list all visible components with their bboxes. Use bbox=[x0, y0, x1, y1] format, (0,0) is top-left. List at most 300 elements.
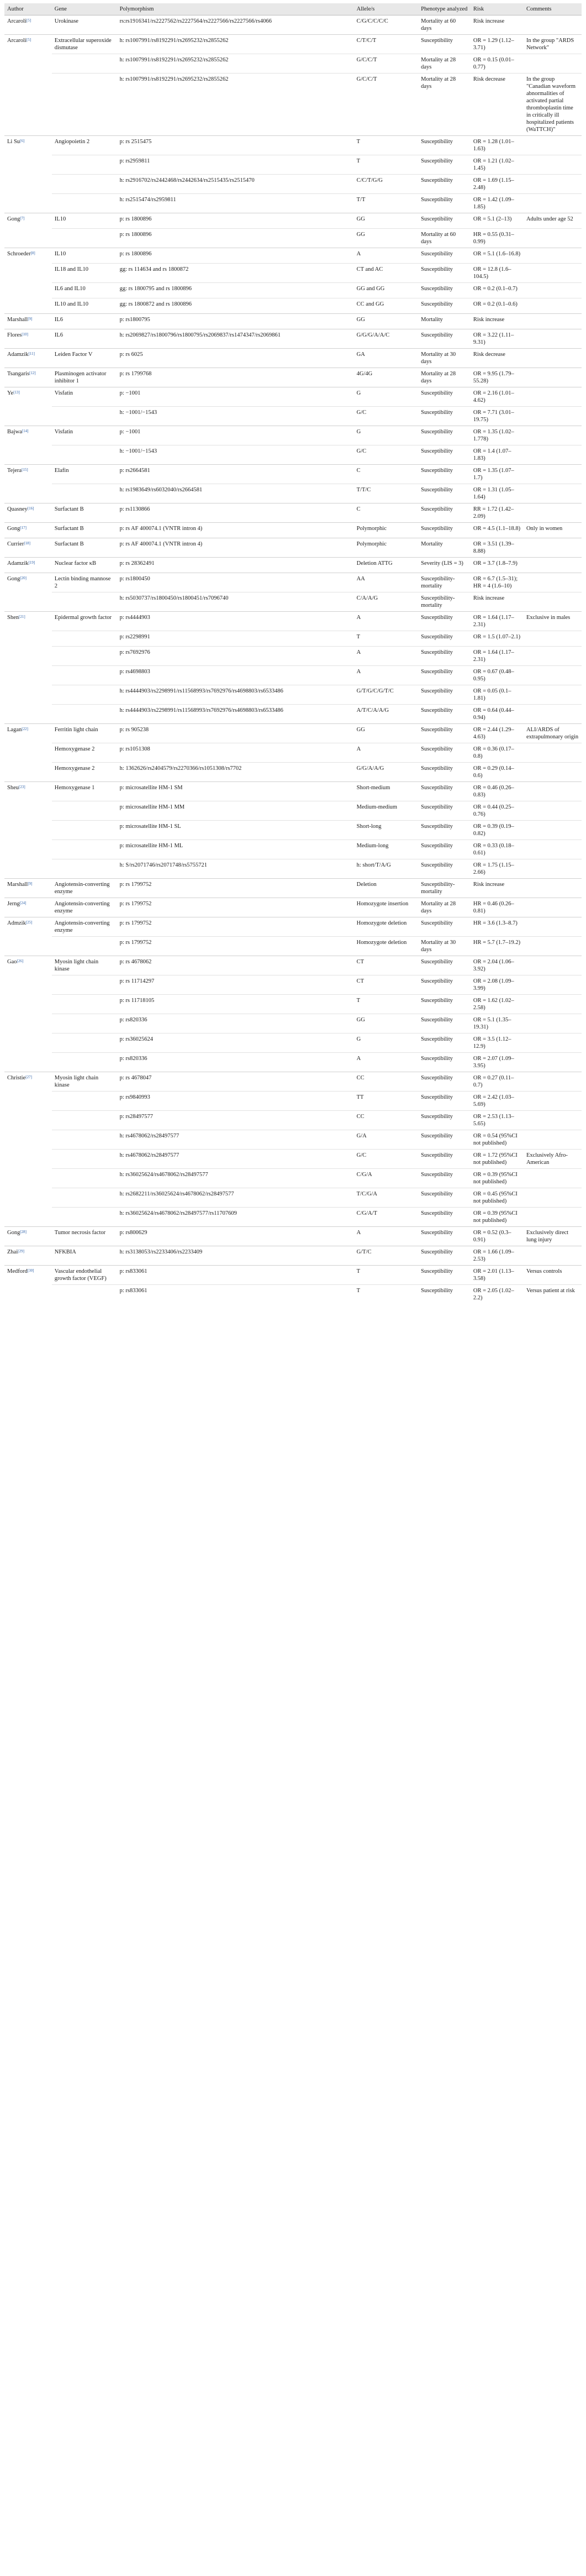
risk-cell: OR = 1.4 (1.07–1.83) bbox=[471, 445, 524, 465]
allele-cell: C/A/A/G bbox=[354, 592, 419, 612]
reference-link[interactable]: [9] bbox=[28, 882, 33, 886]
reference-link[interactable]: [13] bbox=[13, 390, 20, 395]
gene-cell: Surfactant B bbox=[52, 523, 117, 538]
author-cell bbox=[4, 1169, 52, 1188]
phenotype-cell: Susceptibility bbox=[418, 612, 471, 631]
allele-cell: G/C/C/T bbox=[354, 54, 419, 74]
reference-link[interactable]: [21] bbox=[19, 615, 25, 619]
gene-cell: Hemoxygenase 2 bbox=[52, 763, 117, 782]
risk-cell: OR = 5.1 (2–13) bbox=[471, 213, 524, 229]
risk-cell: OR = 0.27 (0.11–0.7) bbox=[471, 1072, 524, 1092]
gene-cell bbox=[52, 445, 117, 465]
polymorphism-cell: h: rs2515474/rs2959811 bbox=[117, 194, 354, 213]
risk-cell: OR = 2.44 (1.29–4.63) bbox=[471, 724, 524, 743]
gene-cell: IL10 bbox=[52, 213, 117, 229]
reference-link[interactable]: [20] bbox=[20, 576, 27, 580]
polymorphism-cell: h: rs36025624/rs4678062/rs28497577/rs11707609 bbox=[117, 1208, 354, 1227]
comment-cell bbox=[524, 956, 582, 975]
phenotype-cell: Susceptibility bbox=[418, 1072, 471, 1092]
phenotype-cell: Susceptibility bbox=[418, 387, 471, 407]
risk-cell: OR = 2.42 (1.03–5.69) bbox=[471, 1092, 524, 1111]
header-polymorphism: Polymorphism bbox=[117, 3, 354, 15]
phenotype-cell: Susceptibility bbox=[418, 1227, 471, 1246]
reference-link[interactable]: [16] bbox=[27, 506, 34, 511]
polymorphism-cell: p: rs 11718105 bbox=[117, 995, 354, 1014]
risk-cell: OR = 1.69 (1.15–2.48) bbox=[471, 175, 524, 194]
polymorphism-cell: h: rs1983649/rs6032040/rs2664581 bbox=[117, 484, 354, 503]
polymorphism-cell: h: rs4678062/rs28497577 bbox=[117, 1150, 354, 1169]
comment-cell bbox=[524, 666, 582, 685]
risk-cell: OR = 5.1 (1.35–19.31) bbox=[471, 1014, 524, 1033]
allele-cell: Polymorphic bbox=[354, 538, 419, 558]
author-cell bbox=[4, 705, 52, 724]
comment-cell bbox=[524, 465, 582, 484]
polymorphism-cell: p: microsatellite HM-1 SL bbox=[117, 821, 354, 840]
allele-cell: C/G/C/C/C/C bbox=[354, 15, 419, 35]
gene-cell bbox=[52, 1092, 117, 1111]
phenotype-cell: Susceptibility bbox=[418, 136, 471, 155]
reference-link[interactable]: [27] bbox=[25, 1075, 32, 1079]
polymorphism-cell: p: −1001 bbox=[117, 387, 354, 407]
polymorphism-cell: p: rs833061 bbox=[117, 1266, 354, 1285]
author-cell bbox=[4, 859, 52, 879]
author-cell bbox=[4, 213, 52, 229]
author-cell bbox=[4, 136, 52, 155]
reference-link[interactable]: [6] bbox=[20, 139, 25, 143]
allele-cell: Polymorphic bbox=[354, 523, 419, 538]
polymorphism-cell: h: 1362626/rs2404579/rs2270366/rs1051308/rs7702 bbox=[117, 763, 354, 782]
comment-cell bbox=[524, 705, 582, 724]
reference-link[interactable]: [17] bbox=[20, 526, 27, 530]
author-cell bbox=[4, 1130, 52, 1150]
polymorphism-cell: p: rs 1799752 bbox=[117, 917, 354, 937]
reference-link[interactable]: [5] bbox=[26, 38, 31, 42]
table-row bbox=[4, 631, 582, 647]
risk-cell: OR = 1.64 (1.17–2.31) bbox=[471, 647, 524, 666]
table-row bbox=[4, 821, 582, 840]
table-row bbox=[4, 763, 582, 782]
polymorphism-cell: p: rs 11714297 bbox=[117, 975, 354, 995]
phenotype-cell: Susceptibility bbox=[418, 1169, 471, 1188]
author-cell bbox=[4, 685, 52, 705]
author-cell bbox=[4, 840, 52, 859]
author-name: Flores bbox=[7, 332, 22, 338]
allele-cell: A bbox=[354, 743, 419, 763]
risk-cell: Risk increase bbox=[471, 879, 524, 898]
author-cell bbox=[4, 975, 52, 995]
table-row bbox=[4, 465, 582, 484]
comment-cell bbox=[524, 298, 582, 314]
author-name: Schroeder bbox=[7, 251, 31, 257]
polymorphism-cell: h: rs36025624/rs4678062/rs28497577 bbox=[117, 1169, 354, 1188]
comment-cell bbox=[524, 995, 582, 1014]
table-row bbox=[4, 538, 582, 558]
risk-cell: Risk increase bbox=[471, 15, 524, 35]
risk-cell: OR = 12.8 (1.6–104.5) bbox=[471, 264, 524, 283]
comment-cell bbox=[524, 54, 582, 74]
gene-cell bbox=[52, 821, 117, 840]
table-row bbox=[4, 1188, 582, 1208]
table-row bbox=[4, 264, 582, 283]
risk-cell: OR = 2.01 (1.13–3.58) bbox=[471, 1266, 524, 1285]
comment-cell bbox=[524, 975, 582, 995]
polymorphism-cell: h: −1001/−1543 bbox=[117, 407, 354, 426]
comment-cell bbox=[524, 898, 582, 917]
comment-cell bbox=[524, 1072, 582, 1092]
table-header bbox=[4, 3, 582, 15]
comment-cell bbox=[524, 801, 582, 821]
author-cell bbox=[4, 407, 52, 426]
allele-cell: 4G/4G bbox=[354, 368, 419, 387]
gene-cell: IL18 and IL10 bbox=[52, 264, 117, 283]
allele-cell: Deletion bbox=[354, 879, 419, 898]
polymorphism-table bbox=[4, 3, 582, 1304]
allele-cell: Homozygote insertion bbox=[354, 898, 419, 917]
reference-link[interactable]: [15] bbox=[22, 468, 28, 472]
allele-cell: Medium-long bbox=[354, 840, 419, 859]
comment-cell bbox=[524, 136, 582, 155]
author-cell bbox=[4, 194, 52, 213]
author-cell bbox=[4, 666, 52, 685]
reference-link[interactable]: [9] bbox=[28, 317, 33, 321]
polymorphism-cell: p: rs 6025 bbox=[117, 349, 354, 368]
gene-cell: Angiotensin-converting enzyme bbox=[52, 879, 117, 898]
table-row bbox=[4, 35, 582, 54]
comment-cell bbox=[524, 631, 582, 647]
comment-cell bbox=[524, 1033, 582, 1053]
polymorphism-cell: p: rs 1800896 bbox=[117, 213, 354, 229]
phenotype-cell: Susceptibility bbox=[418, 155, 471, 175]
reference-link[interactable]: [29] bbox=[18, 1249, 24, 1253]
gene-cell: Plasminogen activator inhibitor 1 bbox=[52, 368, 117, 387]
gene-cell bbox=[52, 175, 117, 194]
table-row bbox=[4, 523, 582, 538]
allele-cell: C bbox=[354, 465, 419, 484]
gene-cell bbox=[52, 1053, 117, 1072]
author-name: Sheu bbox=[7, 785, 19, 791]
header-risk: Risk bbox=[471, 3, 524, 15]
reference-link[interactable]: [22] bbox=[22, 727, 28, 731]
author-cell bbox=[4, 1072, 52, 1092]
phenotype-cell: Susceptibility bbox=[418, 956, 471, 975]
gene-cell bbox=[52, 666, 117, 685]
phenotype-cell: Mortality at 60 days bbox=[418, 229, 471, 248]
allele-cell: A bbox=[354, 647, 419, 666]
risk-cell: OR = 9.95 (1.79–55.28) bbox=[471, 368, 524, 387]
comment-cell bbox=[524, 573, 582, 592]
author-cell bbox=[4, 995, 52, 1014]
phenotype-cell: Susceptibility bbox=[418, 407, 471, 426]
gene-cell bbox=[52, 54, 117, 74]
table-row bbox=[4, 743, 582, 763]
comment-cell bbox=[524, 1130, 582, 1150]
table-row bbox=[4, 136, 582, 155]
reference-link[interactable]: [18] bbox=[24, 541, 30, 545]
comment-cell bbox=[524, 248, 582, 264]
author-cell bbox=[4, 763, 52, 782]
table-row bbox=[4, 840, 582, 859]
phenotype-cell: Susceptibility bbox=[418, 631, 471, 647]
phenotype-cell: Susceptibility bbox=[418, 1246, 471, 1266]
reference-link[interactable]: [26] bbox=[17, 959, 24, 963]
gene-cell bbox=[52, 155, 117, 175]
gene-cell: IL10 bbox=[52, 248, 117, 264]
author-name: Currier bbox=[7, 541, 24, 547]
allele-cell: G bbox=[354, 426, 419, 445]
risk-cell: Risk decrease bbox=[471, 349, 524, 368]
allele-cell: G/C bbox=[354, 445, 419, 465]
polymorphism-cell: h: −1001/−1543 bbox=[117, 445, 354, 465]
comment-cell bbox=[524, 484, 582, 503]
polymorphism-cell: p: rs 4678047 bbox=[117, 1072, 354, 1092]
author-cell bbox=[4, 1188, 52, 1208]
table-row bbox=[4, 15, 582, 35]
polymorphism-cell: h: rs2069827/rs1800796/rs1800795/rs2069837/rs1474347/rs2069861 bbox=[117, 329, 354, 349]
risk-cell: OR = 7.71 (3.01–19.75) bbox=[471, 407, 524, 426]
polymorphism-cell: p: rs800629 bbox=[117, 1227, 354, 1246]
table-row bbox=[4, 1033, 582, 1053]
allele-cell: T bbox=[354, 1285, 419, 1304]
table-row bbox=[4, 1285, 582, 1304]
table-row bbox=[4, 859, 582, 879]
risk-cell: OR = 0.05 (0.1–1.81) bbox=[471, 685, 524, 705]
reference-link[interactable]: [28] bbox=[20, 1230, 27, 1234]
comment-cell: In the group "ARDS Network" bbox=[524, 35, 582, 54]
author-name: Marshall bbox=[7, 317, 28, 323]
polymorphism-cell: p: rs 1799768 bbox=[117, 368, 354, 387]
author-cell bbox=[4, 35, 52, 54]
allele-cell: G bbox=[354, 1033, 419, 1053]
comment-cell bbox=[524, 685, 582, 705]
author-name: Medford bbox=[7, 1268, 28, 1274]
polymorphism-cell: p: rs7692976 bbox=[117, 647, 354, 666]
polymorphism-cell: p: rs 4678062 bbox=[117, 956, 354, 975]
phenotype-cell: Susceptibility bbox=[418, 484, 471, 503]
comment-cell bbox=[524, 387, 582, 407]
allele-cell: GG and GG bbox=[354, 283, 419, 298]
risk-cell: OR = 2.07 (1.09–3.95) bbox=[471, 1053, 524, 1072]
gene-cell bbox=[52, 685, 117, 705]
allele-cell: C/G/A/T bbox=[354, 1208, 419, 1227]
phenotype-cell: Severity (LIS = 3) bbox=[418, 558, 471, 573]
allele-cell: T bbox=[354, 631, 419, 647]
table-row bbox=[4, 917, 582, 937]
risk-cell: OR = 0.15 (0.01–0.77) bbox=[471, 54, 524, 74]
comment-cell bbox=[524, 503, 582, 523]
comment-cell bbox=[524, 194, 582, 213]
reference-link[interactable]: [7] bbox=[20, 216, 25, 221]
reference-link[interactable]: [10] bbox=[22, 332, 28, 337]
phenotype-cell: Susceptibility bbox=[418, 763, 471, 782]
author-cell bbox=[4, 937, 52, 956]
table-row bbox=[4, 74, 582, 136]
comment-cell bbox=[524, 15, 582, 35]
author-name: Gong bbox=[7, 576, 20, 582]
comment-cell bbox=[524, 175, 582, 194]
table-row bbox=[4, 1130, 582, 1150]
allele-cell: G/C bbox=[354, 407, 419, 426]
reference-link[interactable]: [23] bbox=[19, 785, 25, 789]
reference-link[interactable]: [25] bbox=[25, 920, 33, 925]
table-row bbox=[4, 1227, 582, 1246]
phenotype-cell: Susceptibility bbox=[418, 523, 471, 538]
comment-cell bbox=[524, 1053, 582, 1072]
comment-cell bbox=[524, 1111, 582, 1130]
reference-link[interactable]: [30] bbox=[27, 1268, 34, 1273]
author-cell bbox=[4, 503, 52, 523]
polymorphism-cell: p: rs 1800896 bbox=[117, 248, 354, 264]
author-name: Admzik bbox=[7, 920, 26, 926]
polymorphism-cell: p: rs9840993 bbox=[117, 1092, 354, 1111]
phenotype-cell: Susceptibility bbox=[418, 705, 471, 724]
author-cell bbox=[4, 175, 52, 194]
author-cell bbox=[4, 917, 52, 937]
allele-cell: Short-long bbox=[354, 821, 419, 840]
risk-cell: OR = 1.21 (1.02–1.45) bbox=[471, 155, 524, 175]
table-row bbox=[4, 283, 582, 298]
reference-link[interactable]: [19] bbox=[28, 560, 35, 565]
comment-cell bbox=[524, 879, 582, 898]
table-row bbox=[4, 314, 582, 329]
phenotype-cell: Mortality at 28 days bbox=[418, 368, 471, 387]
phenotype-cell: Susceptibility bbox=[418, 1033, 471, 1053]
allele-cell: GG bbox=[354, 213, 419, 229]
risk-cell: Risk increase bbox=[471, 314, 524, 329]
table-row bbox=[4, 782, 582, 801]
phenotype-cell: Susceptibility bbox=[418, 445, 471, 465]
allele-cell: C/T/C/T bbox=[354, 35, 419, 54]
comment-cell bbox=[524, 155, 582, 175]
table-row bbox=[4, 647, 582, 666]
risk-cell: OR = 1.64 (1.17–2.31) bbox=[471, 612, 524, 631]
allele-cell: CT and AC bbox=[354, 264, 419, 283]
table-row bbox=[4, 1053, 582, 1072]
risk-cell: OR = 1.5 (1.07–2.1) bbox=[471, 631, 524, 647]
author-cell bbox=[4, 1227, 52, 1246]
author-cell bbox=[4, 465, 52, 484]
gene-cell bbox=[52, 229, 117, 248]
phenotype-cell: Susceptibility bbox=[418, 264, 471, 283]
risk-cell: OR = 1.35 (1.07–1.7) bbox=[471, 465, 524, 484]
author-cell bbox=[4, 314, 52, 329]
table-row bbox=[4, 1092, 582, 1111]
table-row bbox=[4, 229, 582, 248]
author-cell bbox=[4, 445, 52, 465]
polymorphism-cell: p: rs2298991 bbox=[117, 631, 354, 647]
table-row bbox=[4, 685, 582, 705]
polymorphism-cell: h: rs2682211/rs36025624/rs4678062/rs28497577 bbox=[117, 1188, 354, 1208]
table-row bbox=[4, 898, 582, 917]
table-row bbox=[4, 445, 582, 465]
gene-cell: Tumor necrosis factor bbox=[52, 1227, 117, 1246]
reference-link[interactable]: [8] bbox=[30, 251, 35, 255]
comment-cell bbox=[524, 763, 582, 782]
table-row bbox=[4, 1072, 582, 1092]
table-row bbox=[4, 387, 582, 407]
author-cell bbox=[4, 349, 52, 368]
allele-cell: A bbox=[354, 1227, 419, 1246]
polymorphism-cell: p: rs833061 bbox=[117, 1285, 354, 1304]
allele-cell: T/T bbox=[354, 194, 419, 213]
polymorphism-cell: p: microsatellite HM-1 SM bbox=[117, 782, 354, 801]
author-name: Arcaroli bbox=[7, 38, 27, 44]
header-row bbox=[4, 3, 582, 15]
gene-cell: Nuclear factor κB bbox=[52, 558, 117, 573]
reference-link[interactable]: [24] bbox=[19, 901, 27, 905]
author-cell bbox=[4, 1285, 52, 1304]
reference-link[interactable]: [14] bbox=[22, 429, 29, 433]
phenotype-cell: Susceptibility bbox=[418, 248, 471, 264]
risk-cell: OR = 0.45 (95%CI not published) bbox=[471, 1188, 524, 1208]
polymorphism-cell: gg: rs 1800795 and rs 1800896 bbox=[117, 283, 354, 298]
gene-cell bbox=[52, 592, 117, 612]
risk-cell: OR = 0.29 (0.14–0.6) bbox=[471, 763, 524, 782]
polymorphism-cell: p: rs4698803 bbox=[117, 666, 354, 685]
table-row bbox=[4, 1111, 582, 1130]
risk-cell: OR = 1.72 (95%CI not published) bbox=[471, 1150, 524, 1169]
phenotype-cell: Susceptibility bbox=[418, 175, 471, 194]
author-cell bbox=[4, 1014, 52, 1033]
gene-cell: Surfactant B bbox=[52, 538, 117, 558]
risk-cell: OR = 0.64 (0.44–0.94) bbox=[471, 705, 524, 724]
comment-cell bbox=[524, 821, 582, 840]
allele-cell: A bbox=[354, 248, 419, 264]
allele-cell: C/C/T/G/G bbox=[354, 175, 419, 194]
allele-cell: AA bbox=[354, 573, 419, 592]
phenotype-cell: Mortality bbox=[418, 314, 471, 329]
author-cell bbox=[4, 155, 52, 175]
table-row bbox=[4, 573, 582, 592]
phenotype-cell: Susceptibility bbox=[418, 685, 471, 705]
risk-cell: OR = 2.04 (1.06–3.92) bbox=[471, 956, 524, 975]
comment-cell: Versus controls bbox=[524, 1266, 582, 1285]
comment-cell bbox=[524, 407, 582, 426]
author-cell bbox=[4, 743, 52, 763]
table-row bbox=[4, 666, 582, 685]
comment-cell: Adults under age 52 bbox=[524, 213, 582, 229]
author-name: Adamzik bbox=[7, 351, 29, 358]
comment-cell bbox=[524, 917, 582, 937]
author-name: Jerng bbox=[7, 901, 20, 907]
risk-cell: OR = 0.33 (0.18–0.61) bbox=[471, 840, 524, 859]
phenotype-cell: Susceptibility-mortality bbox=[418, 573, 471, 592]
author-cell bbox=[4, 264, 52, 283]
table-row bbox=[4, 592, 582, 612]
author-name: Christie bbox=[7, 1075, 26, 1081]
polymorphism-cell: p: rs 1799752 bbox=[117, 937, 354, 956]
table-body bbox=[4, 15, 582, 1304]
author-cell bbox=[4, 801, 52, 821]
reference-link[interactable]: [12] bbox=[29, 371, 36, 375]
author-cell bbox=[4, 956, 52, 975]
author-cell bbox=[4, 484, 52, 503]
gene-cell: Hemoxygenase 1 bbox=[52, 782, 117, 801]
reference-link[interactable]: [5] bbox=[26, 18, 31, 23]
author-name: Ye bbox=[7, 390, 14, 396]
table-row bbox=[4, 213, 582, 229]
phenotype-cell: Susceptibility bbox=[418, 503, 471, 523]
table-row bbox=[4, 175, 582, 194]
author-cell bbox=[4, 724, 52, 743]
risk-cell: OR = 0.46 (0.26–0.83) bbox=[471, 782, 524, 801]
reference-link[interactable]: [11] bbox=[28, 351, 35, 356]
allele-cell: G/A bbox=[354, 1130, 419, 1150]
gene-cell bbox=[52, 705, 117, 724]
allele-cell: C/G/A bbox=[354, 1169, 419, 1188]
allele-cell: T/C/G/A bbox=[354, 1188, 419, 1208]
table-row bbox=[4, 298, 582, 314]
allele-cell: T bbox=[354, 995, 419, 1014]
